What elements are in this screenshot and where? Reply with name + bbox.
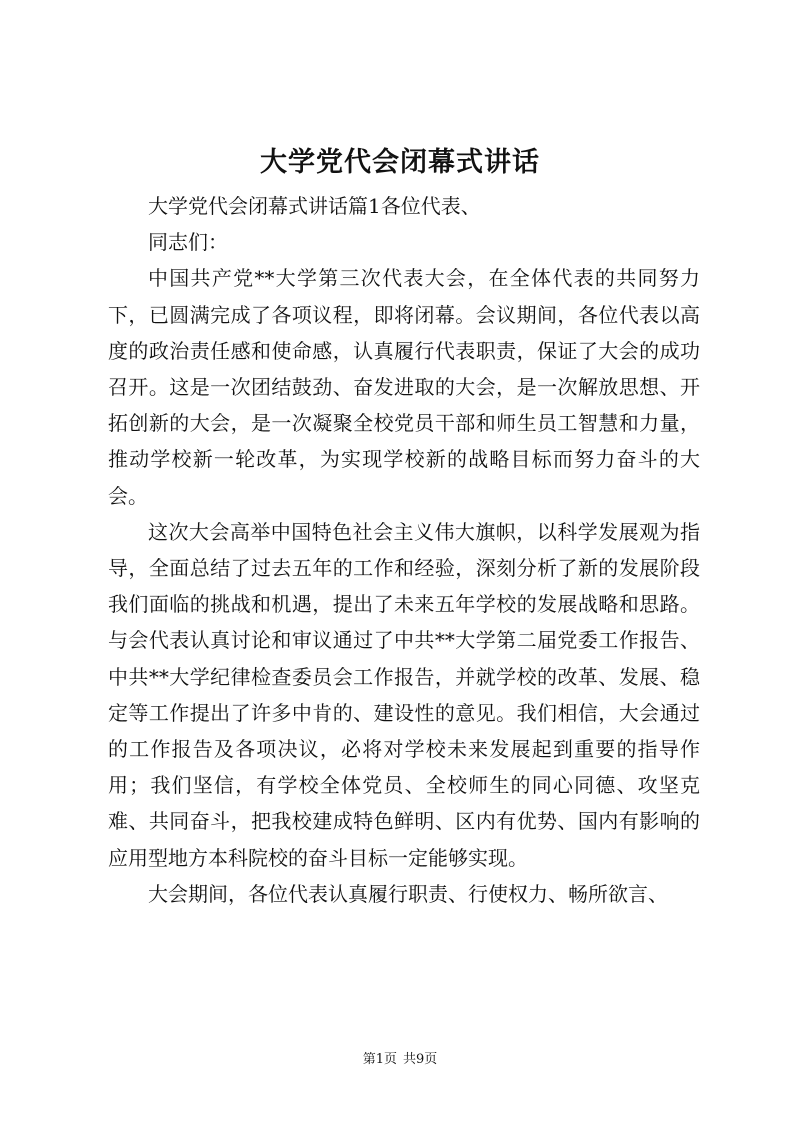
page-footer [0, 1050, 800, 1070]
paragraph-heading-line: 大学党代会闭幕式讲话篇1各位代表、 [148, 194, 481, 218]
page-number: 第1页 [362, 1052, 397, 1067]
page-total: 共9页 [403, 1052, 438, 1067]
document-body [108, 188, 700, 912]
paragraph-salutation: 同志们： [148, 230, 228, 255]
paragraph-summary: 这次大会高举中国特色社会主义伟大旗帜，以科学发展观为指导，全面总结了过去五年的工作和经验，深刻分析了新的发展阶段我们面临的挑战和机遇，提出了未来五年学校的发展战略和思路。与会代表认真讨论和审议通过了中共**大学第二届党委工作报告、中共**大学纪律检查委员会工作报告，并就学校的改革、发展、稳定等工作提出了许多中肯的、建设性的意见。我们相信，大会通过的工作报告及各项决议，必将对学校未来发展起到重要的指导作用；我们坚信，有学校全体党员、全校师生的同心同德、攻坚克难、共同奋斗，把我校建成特色鲜明、区内有优势、国内有影响的应用型地方本科院校的奋斗目标一定能够实现。 [108, 519, 700, 870]
paragraph-opening: 中国共产党**大学第三次代表大会，在全体代表的共同努力下，已圆满完成了各项议程，即将闭幕。会议期间，各位代表以高度的政治责任感和使命感，认真履行代表职责，保证了大会的成功召开。这是一次团结鼓劲、奋发进取的大会，是一次解放思想、开拓创新的大会，是一次凝聚全校党员干部和师生员工智慧和力量，推动学校新一轮改革，为实现学校新的战略目标而努力奋斗的大会。 [108, 266, 700, 508]
document-title: 大学党代会闭幕式讲话 [260, 147, 540, 178]
paragraph-continued: 大会期间，各位代表认真履行职责、行使权力、畅所欲言、 [148, 881, 668, 906]
